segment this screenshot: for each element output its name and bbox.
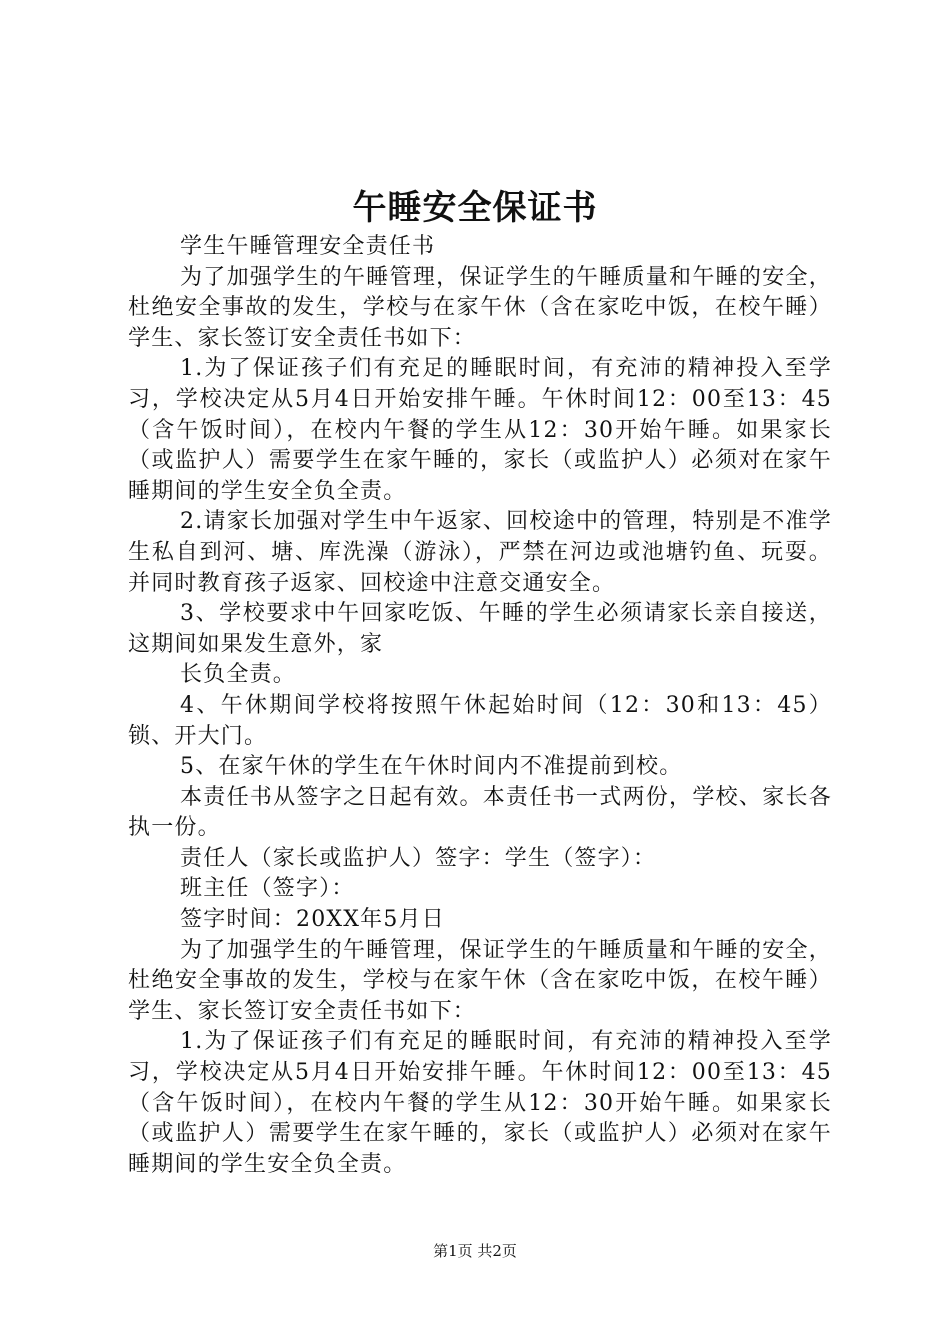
paragraph-subtitle: 学生午睡管理安全责任书 xyxy=(180,234,436,259)
document-body xyxy=(128,232,832,1180)
paragraph-item-3-continued: 长负全责。 xyxy=(180,662,297,688)
paragraph-validity: 本责任书从签字之日起有效。本责任书一式两份，学校、家长各执一份。 xyxy=(128,784,832,841)
paragraph-item-5: 5、在家午休的学生在午休时间内不准提前到校。 xyxy=(180,754,683,780)
paragraph-item-3: 3、学校要求中午回家吃饭、午睡的学生必须请家长亲自接送，这期间如果发生意外，家 xyxy=(128,601,832,657)
paragraph-item-4: 4、午休期间学校将按照午休起始时间（12：30和13：45）锁、开大门。 xyxy=(128,692,832,749)
page-footer: 第1页 共2页 xyxy=(433,1242,517,1260)
document-title: 午睡安全保证书 xyxy=(352,188,598,228)
signature-date: 签字时间：20XX年5月日 xyxy=(180,907,445,933)
paragraph-intro-repeat: 为了加强学生的午睡管理，保证学生的午睡质量和午睡的安全，杜绝安全事故的发生，学校与在家午休（含在家吃中饭，在校午睡）学生、家长签订安全责任书如下： xyxy=(128,937,832,1024)
paragraph-item-2: 2.请家长加强对学生中午返家、回校途中的管理，特别是不准学生私自到河、塘、库洗澡（游泳），严禁在河边或池塘钓鱼、玩耍。并同时教育孩子返家、回校途中注意交通安全。 xyxy=(128,509,832,596)
signature-line-guardian: 责任人（家长或监护人）签字：学生（签字）： xyxy=(180,845,657,871)
paragraph-item-1-repeat: 1.为了保证孩子们有充足的睡眠时间，有充沛的精神投入至学习，学校决定从5月4日开始安排午睡。午休时间12：00至13：45（含午饭时间），在校内午餐的学生从12：30开始午睡。如果家长（或监护人）需要学生在家午睡的，家长（或监护人）必须对在家午睡期间的学生安全负全责。 xyxy=(128,1029,832,1177)
paragraph-item-1: 1.为了保证孩子们有充足的睡眠时间，有充沛的精神投入至学习，学校决定从5月4日开始安排午睡。午休时间12：00至13：45（含午饭时间），在校内午餐的学生从12：30开始午睡。如果家长（或监护人）需要学生在家午睡的，家长（或监护人）必须对在家午睡期间的学生安全负全责。 xyxy=(128,356,832,504)
paragraph-intro: 为了加强学生的午睡管理，保证学生的午睡质量和午睡的安全，杜绝安全事故的发生，学校与在家午休（含在家吃中饭，在校午睡）学生、家长签订安全责任书如下： xyxy=(128,264,832,351)
signature-line-teacher: 班主任（签字）： xyxy=(180,876,355,902)
